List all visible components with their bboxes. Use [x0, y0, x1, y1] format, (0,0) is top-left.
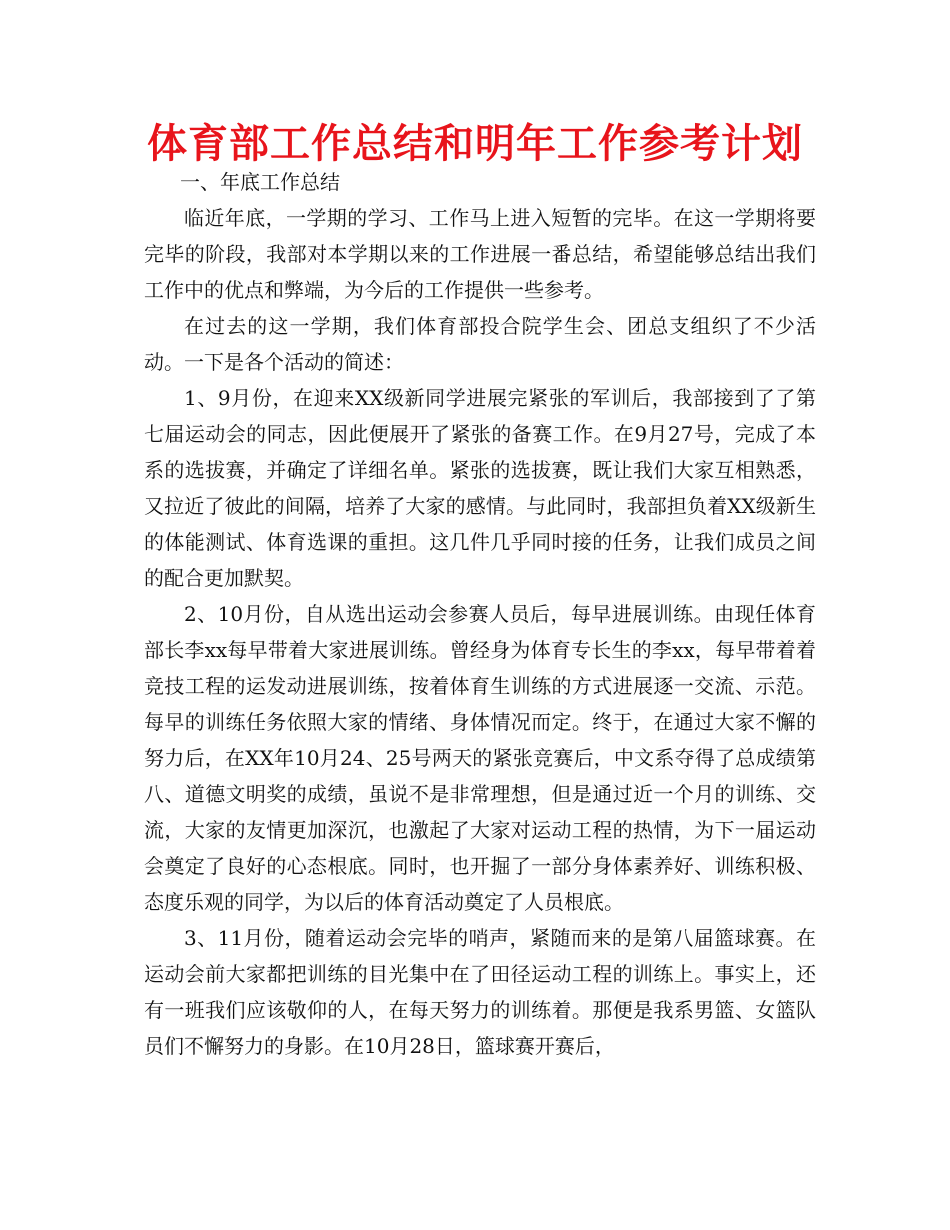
section-heading: 一、年底工作总结 [180, 170, 340, 194]
paragraph-intro: 临近年底，一学期的学习、工作马上进入短暂的完毕。在这一学期将要完毕的阶段，我部对本学期以来的工作进展一番总结，希望能够总结出我们工作中的优点和弊端，为今后的工作提供一些参考。 [144, 206, 816, 302]
document-body [144, 164, 816, 1064]
document-title: 体育部工作总结和明年工作参考计划 [147, 121, 803, 167]
paragraph-september: 1、9月份，在迎来XX级新同学进展完紧张的军训后，我部接到了了第七届运动会的同志，因此便展开了紧张的备赛工作。在9月27号，完成了本系的选拔赛，并确定了详细名单。紧张的选拔赛，既让我们大家互相熟悉，又拉近了彼此的间隔，培养了大家的感情。与此同时，我部担负着XX级新生的体能测试、体育选课的重担。这几件几乎同时接的任务，让我们成员之间的配合更加默契。 [144, 386, 816, 590]
paragraph-november: 3、11月份，随着运动会完毕的哨声，紧随而来的是第八届篮球赛。在运动会前大家都把训练的目光集中在了田径运动工程的训练上。事实上，还有一班我们应该敬仰的人，在每天努力的训练着。那便是我系男篮、女篮队员们不懈努力的身影。在10月28日，篮球赛开赛后， [144, 926, 816, 1058]
paragraph-overview: 在过去的这一学期，我们体育部投合院学生会、团总支组织了不少活动。一下是各个活动的简述： [144, 314, 816, 374]
paragraph-october: 2、10月份，自从选出运动会参赛人员后，每早进展训练。由现任体育部长李xx每早带着大家进展训练。曾经身为体育专长生的李xx，每早带着着竞技工程的运发动进展训练，按着体育生训练的方式进展逐一交流、示范。每早的训练任务依照大家的情绪、身体情况而定。终于，在通过大家不懈的努力后，在XX年10月24、25号两天的紧张竞赛后，中文系夺得了总成绩第八、道德文明奖的成绩，虽说不是非常理想，但是通过近一个月的训练、交流，大家的友情更加深沉，也激起了大家对运动工程的热情，为下一届运动会奠定了良好的心态根底。同时，也开掘了一部分身体素养好、训练积极、态度乐观的同学，为以后的体育活动奠定了人员根底。 [144, 602, 816, 914]
